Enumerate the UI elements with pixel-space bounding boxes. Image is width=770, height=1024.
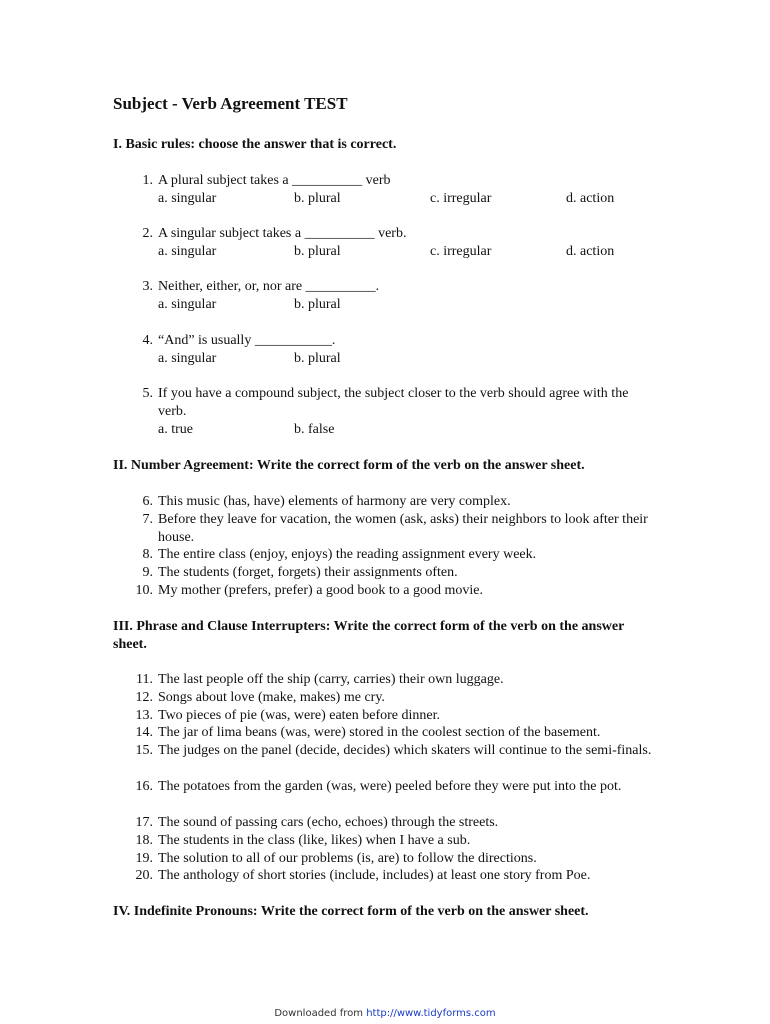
option-b: b. plural	[294, 191, 341, 206]
option-b: b. plural	[294, 244, 341, 259]
page-title: Subject - Verb Agreement TEST	[113, 94, 348, 113]
option-d: d. action	[566, 191, 615, 206]
question-text: This music (has, have) elements of harmony are very complex.	[158, 494, 511, 509]
question-text: If you have a compound subject, the subject closer to the verb should agree with the verb.	[158, 386, 629, 419]
question-text: My mother (prefers, prefer) a good book to a good movie.	[158, 583, 484, 598]
question-text: Neither, either, or, nor are __________.	[158, 279, 380, 294]
option-a: a. singular	[158, 297, 217, 312]
question-number: 10.	[135, 583, 153, 598]
question-text: The sound of passing cars (echo, echoes) through the streets.	[158, 815, 499, 830]
question-text: Songs about love (make, makes) me cry.	[158, 690, 385, 705]
question-number: 20.	[135, 868, 153, 883]
option-a: a. singular	[158, 244, 217, 259]
option-b: b. plural	[294, 297, 341, 312]
option-b: b. false	[294, 422, 335, 437]
option-a: a. singular	[158, 191, 217, 206]
question-number: 4.	[142, 333, 153, 348]
question-number: 1.	[142, 173, 153, 188]
option-c: c. irregular	[430, 191, 492, 206]
question-text: The last people off the ship (carry, carries) their own luggage.	[158, 672, 504, 687]
question-text: A singular subject takes a __________ verb.	[158, 226, 407, 241]
question-text: Before they leave for vacation, the women (ask, asks) their neighbors to look after their house.	[158, 512, 648, 545]
question-number: 8.	[142, 547, 153, 562]
section-2-heading: II. Number Agreement: Write the correct form of the verb on the answer sheet.	[113, 458, 585, 473]
option-a: a. true	[158, 422, 193, 437]
question-text: “And” is usually ___________.	[158, 333, 336, 348]
question-text: The jar of lima beans (was, were) stored in the coolest section of the basement.	[158, 725, 601, 740]
option-a: a. singular	[158, 351, 217, 366]
question-text: The students (forget, forgets) their assignments often.	[158, 565, 458, 580]
section-3-heading: III. Phrase and Clause Interrupters: Write the correct form of the verb on the answer sheet.	[113, 619, 625, 652]
question-text: The anthology of short stories (include, includes) at least one story from Poe.	[158, 868, 591, 883]
option-d: d. action	[566, 244, 615, 259]
question-number: 16.	[135, 779, 153, 794]
question-number: 18.	[135, 833, 153, 848]
question-text: The solution to all of our problems (is, are) to follow the directions.	[158, 851, 537, 866]
question-text: The judges on the panel (decide, decides) which skaters will continue to the semi-finals.	[158, 743, 652, 758]
question-number: 3.	[142, 279, 153, 294]
question-text: The students in the class (like, likes) when I have a sub.	[158, 833, 471, 848]
download-footer	[0, 1008, 770, 1019]
question-number: 2.	[142, 226, 153, 241]
section-1-heading: I. Basic rules: choose the answer that is correct.	[113, 137, 397, 152]
footer-prefix: Downloaded from	[274, 1008, 367, 1019]
option-c: c. irregular	[430, 244, 492, 259]
question-number: 15.	[135, 743, 153, 758]
question-number: 6.	[142, 494, 153, 509]
question-number: 13.	[135, 708, 153, 723]
question-number: 5.	[142, 386, 153, 401]
question-number: 11.	[136, 672, 153, 687]
question-text: The potatoes from the garden (was, were) peeled before they were put into the pot.	[158, 779, 622, 794]
question-number: 19.	[135, 851, 153, 866]
section-4-heading: IV. Indefinite Pronouns: Write the correct form of the verb on the answer sheet.	[113, 904, 589, 919]
question-number: 14.	[135, 725, 153, 740]
question-text: Two pieces of pie (was, were) eaten before dinner.	[158, 708, 441, 723]
question-number: 12.	[135, 690, 153, 705]
question-number: 7.	[142, 512, 153, 527]
footer-link[interactable]: http://www.tidyforms.com	[366, 1008, 496, 1019]
question-number: 17.	[135, 815, 153, 830]
question-number: 9.	[142, 565, 153, 580]
question-text: A plural subject takes a __________ verb	[158, 173, 391, 188]
question-text: The entire class (enjoy, enjoys) the reading assignment every week.	[158, 547, 537, 562]
option-b: b. plural	[294, 351, 341, 366]
